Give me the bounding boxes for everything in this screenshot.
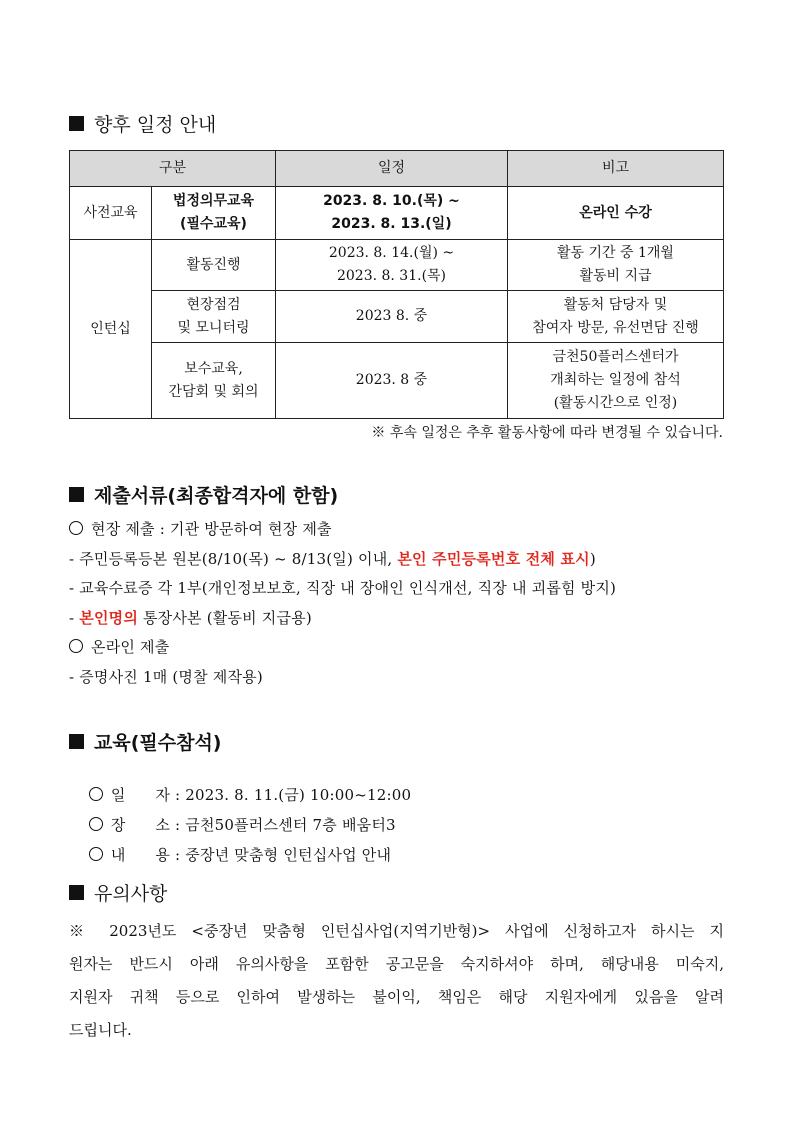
notice-section-title [69, 877, 167, 907]
date-line: 2023. 8. 31.(목) [336, 268, 447, 284]
education-section-title [69, 726, 222, 756]
date-line: 2023. 8. 14.(월) ~ [328, 245, 455, 261]
date-cell [276, 291, 508, 343]
online-heading-text: 온라인 제출 [91, 638, 170, 656]
schedule-footnote: ※ 후속 일정은 추후 활동사항에 따라 변경될 수 있습니다. [371, 425, 723, 441]
table-row [70, 187, 724, 240]
notice-paragraph [69, 915, 724, 1047]
square-bullet-icon [69, 487, 84, 502]
notice-line: 지원자 귀책 등으로 인하여 발생하는 불이익, 책임은 해당 지원자에게 있음을 알려 [69, 988, 724, 1006]
category-internship: 인턴십 [70, 240, 152, 419]
date-line: 2023. 8. 10.(목) ~ [323, 193, 460, 209]
schedule-table [69, 150, 724, 419]
item-cell [152, 343, 276, 419]
square-bullet-icon [69, 734, 84, 749]
onsite-heading-text: 현장 제출 : 기관 방문하여 현장 제출 [91, 520, 332, 538]
item-line: (필수교육) [180, 216, 247, 232]
schedule-title-text: 향후 일정 안내 [94, 113, 217, 136]
header-schedule: 일정 [276, 151, 508, 187]
note-line: 금천50플러스센터가 [552, 349, 679, 365]
date-line: 2023 8. 중 [355, 308, 428, 324]
date-line: 2023. 8. 13.(일) [331, 216, 452, 232]
education-date-text: 일 자 : 2023. 8. 11.(금) 10:00~12:00 [110, 786, 412, 804]
document-item [69, 607, 312, 628]
notice-line: 드립니다. [69, 1021, 132, 1039]
item-text: ) [589, 550, 596, 568]
item-line: 및 모니터링 [177, 319, 250, 336]
table-row [70, 343, 724, 419]
onsite-heading [69, 518, 332, 539]
note-cell: 온라인 수강 [508, 187, 724, 240]
education-content [69, 826, 391, 883]
note-line: 개최하는 일정에 참석 [550, 372, 681, 388]
notice-line: ※ 2023년도 <중장년 맞춤형 인턴십사업(지역기반형)> 사업에 신청하고자 하시는 지 [69, 922, 724, 940]
header-category: 구분 [70, 151, 276, 187]
highlight-text: 본인 주민등록번호 전체 표시 [397, 550, 590, 568]
note-line: 활동 기간 중 1개월 [557, 245, 674, 261]
circle-bullet-icon [69, 639, 83, 653]
item-cell [152, 240, 276, 291]
note-line: 활동비 지급 [579, 268, 652, 284]
online-heading [69, 636, 169, 657]
highlight-text: 본인명의 [79, 609, 139, 627]
item-line: 법정의무교육 [172, 193, 255, 209]
education-place-text: 장 소 : 금천50플러스센터 7층 배움터3 [110, 816, 396, 834]
item-text: - 주민등록등본 원본(8/10(목) ~ 8/13(일) 이내, [69, 550, 398, 568]
schedule-section-title [69, 108, 216, 138]
documents-section-title [69, 479, 338, 509]
item-line: 활동진행 [186, 256, 241, 273]
date-cell [276, 343, 508, 419]
category-pre-education: 사전교육 [70, 187, 152, 240]
notice-title-text: 유의사항 [94, 882, 168, 905]
square-bullet-icon [69, 116, 84, 131]
note-cell [508, 343, 724, 419]
item-line: 현장점검 [186, 296, 241, 313]
item-line: 보수교육, [184, 360, 243, 377]
note-line: (활동시간으로 인정) [553, 395, 678, 411]
item-line: 간담회 및 회의 [168, 383, 259, 400]
documents-title-text: 제출서류(최종합격자에 한함) [94, 484, 339, 507]
note-line: 참여자 방문, 유선면담 진행 [532, 319, 699, 336]
item-text: 통장사본 (활동비 지급용) [138, 609, 312, 627]
note-line: 활동처 담당자 및 [563, 296, 668, 313]
square-bullet-icon [69, 885, 84, 900]
note-cell [508, 291, 724, 343]
date-cell [276, 187, 508, 240]
education-content-text: 내 용 : 중장년 맞춤형 인턴십사업 안내 [110, 846, 392, 864]
table-row [70, 240, 724, 291]
item-text: - [69, 609, 80, 627]
circle-bullet-icon [69, 521, 83, 535]
item-cell [152, 291, 276, 343]
document-item [69, 548, 596, 569]
date-cell [276, 240, 508, 291]
item-cell [152, 187, 276, 240]
education-title-text: 교육(필수참석) [94, 731, 222, 754]
document-item: - 증명사진 1매 (명찰 제작용) [69, 668, 263, 686]
note-cell [508, 240, 724, 291]
date-line: 2023. 8 중 [355, 372, 428, 388]
table-row [70, 291, 724, 343]
header-remarks: 비고 [508, 151, 724, 187]
circle-bullet-icon [89, 847, 103, 861]
notice-line: 원자는 반드시 아래 유의사항을 포함한 공고문을 숙지하셔야 하며, 해당내용 미숙지, [69, 955, 724, 973]
document-item: - 교육수료증 각 1부(개인정보보호, 직장 내 장애인 인식개선, 직장 내 괴롭힘 방지) [69, 579, 617, 597]
